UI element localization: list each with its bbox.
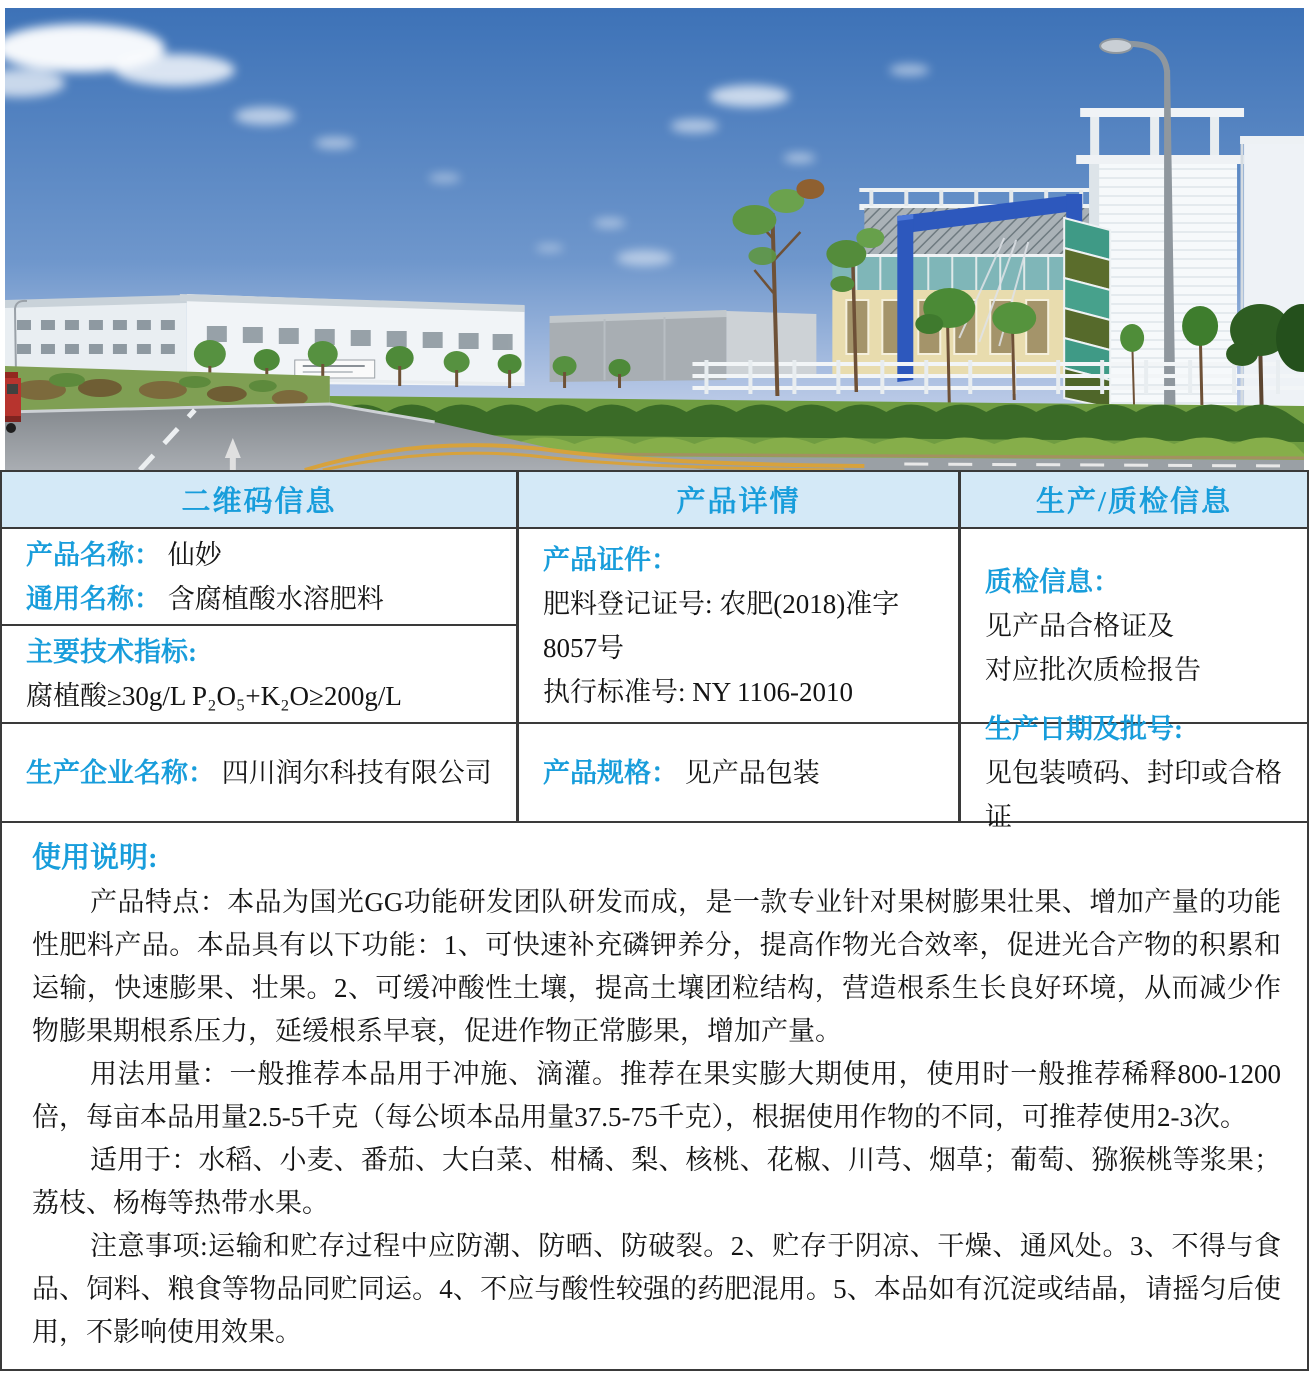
usage-paragraph-precautions: 注意事项:运输和贮存过程中应防潮、防晒、防破裂。2、贮存于阴凉、干燥、通风处。3、不得与食品、饲料、粮食等物品同贮同运。4、不应与酸性较强的药肥混用。5、本品如有沉淀或结晶，请摇匀后使用，不影响使用效果。 bbox=[32, 1231, 1281, 1347]
factory-photo-illustration bbox=[5, 8, 1304, 470]
cell-qc-info bbox=[958, 529, 1307, 724]
factory-campus-photo bbox=[0, 0, 1309, 470]
usage-paragraph-dosage: 用法用量：一般推荐本品用于冲施、滴灌。推荐在果实膨大期使用，使用时一般推荐稀释800-1200倍，每亩本品用量2.5-5千克（每公顷本品用量37.5-75千克），根据使用作物的不同，可推荐使用2-3次。 bbox=[32, 1059, 1281, 1132]
product-name-label: 产品名称： bbox=[26, 539, 161, 570]
production-date-value: 见包装喷码、封印或合格证 bbox=[985, 757, 1282, 832]
usage-instructions-section bbox=[2, 821, 1307, 1369]
certificate-registration: 肥料登记证号: 农肥(2018)准字8057号 bbox=[543, 588, 900, 663]
manufacturer-value: 四川润尔科技有限公司 bbox=[221, 757, 492, 788]
qc-line1: 见产品合格证及 bbox=[985, 610, 1174, 641]
certificates-label: 产品证件： bbox=[543, 544, 678, 575]
tech-specs-value: 腐植酸≥30g/L P₂O₅+K₂O≥200g/L bbox=[26, 681, 402, 711]
qc-line2: 对应批次质检报告 bbox=[985, 654, 1201, 685]
product-name-value: 仙妙 bbox=[167, 539, 222, 570]
cell-product-certificates bbox=[516, 529, 958, 724]
usage-title: 使用说明: bbox=[32, 842, 158, 874]
usage-paragraph-features: 产品特点：本品为国光GG功能研发团队研发而成，是一款专业针对果树膨果壮果、增加产量的功能性肥料产品。本品具有以下功能：1、可快速补充磷钾养分，提高作物光合效率，促进光合产物的积累和运输，快速膨果、壮果。2、可缓冲酸性土壤，提高土壤团粒结构，营造根系生长良好环境，从而减少作物膨果期根系压力，延缓根系早衰，促进作物正常膨果，增加产量。 bbox=[32, 887, 1281, 1046]
table-header-row bbox=[2, 472, 1307, 529]
header-production-qc: 生产/质检信息 bbox=[958, 472, 1307, 527]
certificate-standard: 执行标准号: NY 1106-2010 bbox=[543, 676, 853, 707]
usage-paragraph-applicable-crops: 适用于：水稻、小麦、番茄、大白菜、柑橘、梨、核桃、花椒、川芎、烟草；葡萄、猕猴桃等浆果；荔枝、杨梅等热带水果。 bbox=[32, 1145, 1281, 1218]
product-info-table bbox=[0, 470, 1309, 1371]
production-date-label: 生产日期及批号: bbox=[985, 713, 1183, 744]
tech-specs-label: 主要技术指标: bbox=[26, 637, 197, 667]
spec-label: 产品规格： bbox=[543, 757, 678, 788]
cell-product-name bbox=[2, 529, 516, 626]
generic-name-value: 含腐植酸水溶肥料 bbox=[167, 583, 384, 614]
header-qr-info: 二维码信息 bbox=[181, 486, 337, 518]
cell-tech-specs bbox=[2, 626, 516, 724]
qc-label: 质检信息： bbox=[985, 566, 1120, 597]
cell-product-spec bbox=[516, 724, 958, 821]
generic-name-label: 通用名称： bbox=[26, 583, 161, 614]
cell-production-date bbox=[958, 713, 1307, 832]
cell-manufacturer bbox=[2, 724, 516, 821]
table-body bbox=[2, 529, 1307, 832]
spec-value: 见产品包装 bbox=[684, 757, 820, 788]
manufacturer-label: 生产企业名称： bbox=[26, 757, 215, 788]
header-product-details: 产品详情 bbox=[516, 472, 958, 527]
